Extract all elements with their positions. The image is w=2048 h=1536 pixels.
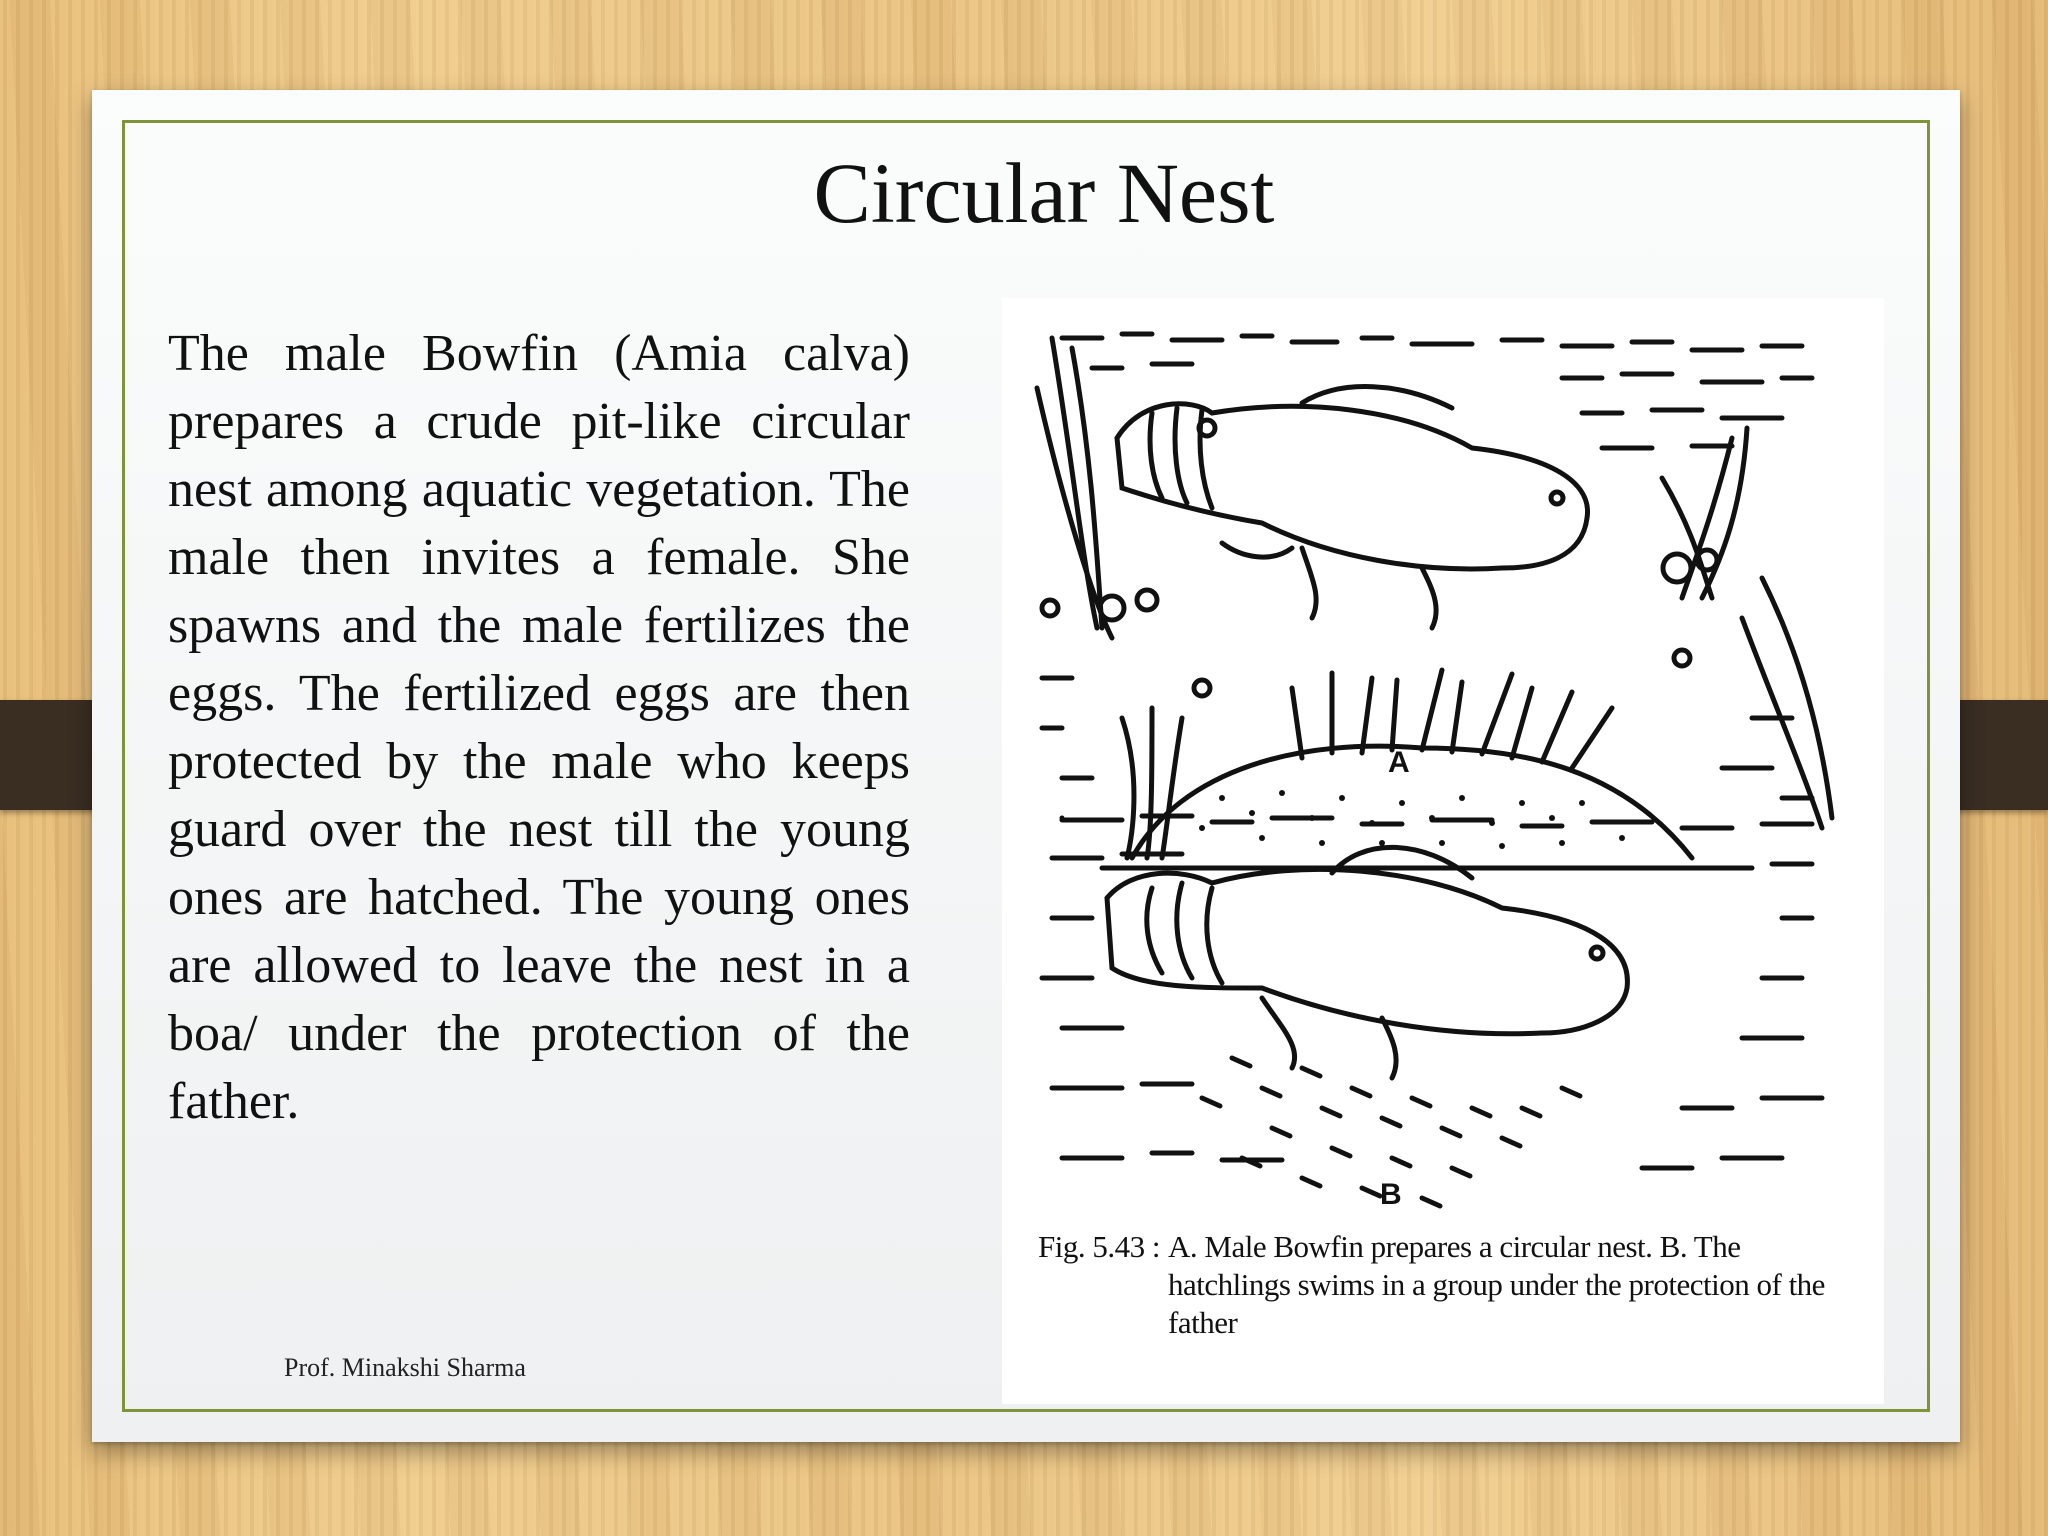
slide-title: Circular Nest [813, 145, 1275, 241]
slide-body-text: The male Bowfin (Amia calva) prepares a crude pit-like circular nest among aquatic vegetation. The male then invites a female. She spawns and the male fertilizes the eggs. The fertilized eggs are then protected by the male who keeps guard over the nest till the young ones are hatched. The young ones are allowed to leave the nest in a boa/ under the protection of the father. [168, 325, 910, 1130]
bowfin-figure [1002, 298, 1884, 1404]
author-footer: Prof. Minakshi Sharma [284, 1353, 526, 1382]
figure-caption-text: A. Male Bowfin prepares a circular nest. B. The hatchlings swims in a group under the protection of the father [1168, 1229, 1825, 1340]
panel-b-label: B [1380, 1178, 1402, 1211]
panel-a-label: A [1388, 746, 1410, 779]
figure-number: Fig. 5.43 : [1038, 1229, 1160, 1264]
